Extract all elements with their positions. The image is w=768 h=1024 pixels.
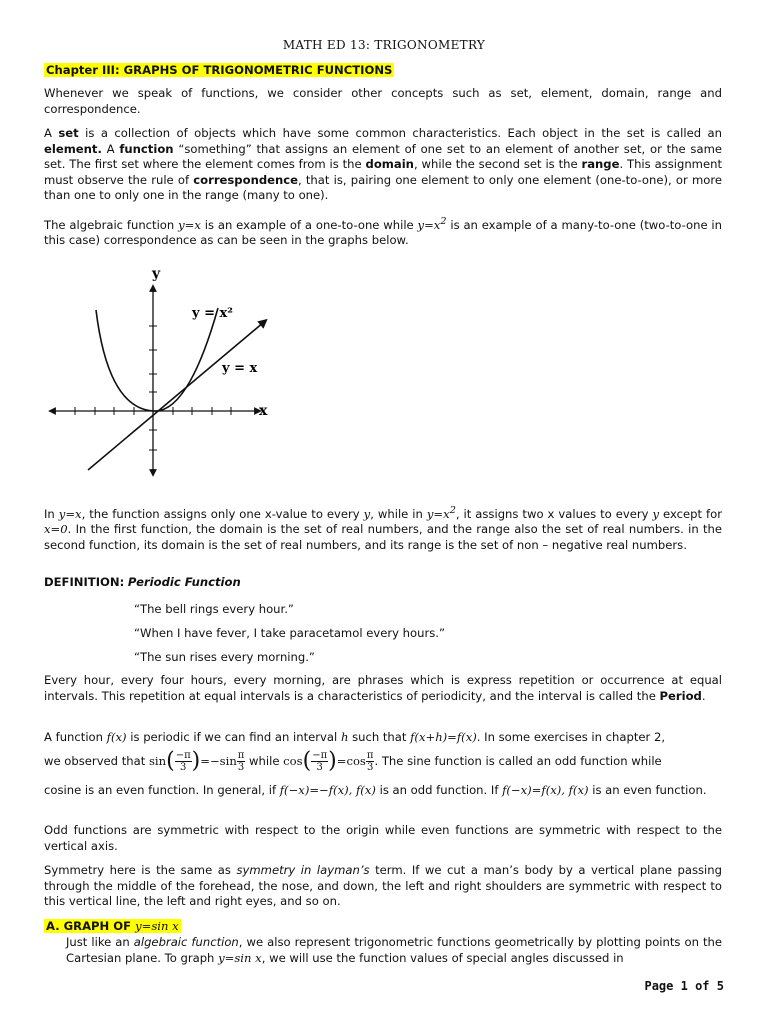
periodic-paragraph-6: Symmetry here is the same as symmetry in layman’s term. If we cut a man’s body by a vertical plane passing through the middle of the forehead, the nose, and down, the left and right shoulders are symmetric with respect to this vertical line, the left and right eyes, and so on. (44, 863, 722, 908)
page-number: Page 1 of 5 (644, 979, 724, 993)
section-a-paragraph: Just like an algebraic function, we also represent trigonometric functions geometrically by plotting points on the Cartesian plane. To graph y=sin x, we will use the function values of special angles discussed in (66, 935, 722, 965)
function-graph (48, 258, 298, 480)
section-a-heading: A. GRAPH OF y=sin x (46, 919, 179, 933)
x-axis-label: x (259, 403, 268, 419)
periodic-paragraph-4: cosine is an even function. In general, if f(−x)=−f(x), f(x) is an odd function. If f(−x)=f(x), f(x) is an even function. (44, 783, 707, 797)
periodic-paragraph-2: A function f(x) is periodic if we can find an interval h such that f(x+h)=f(x). In some exercises in chapter 2, (44, 730, 666, 744)
chapter-heading: Chapter III: GRAPHS OF TRIGONOMETRIC FUNCTIONS (46, 63, 393, 77)
line-label: y = x (222, 361, 258, 376)
definition-heading: DEFINITION: Periodic Function (44, 575, 241, 589)
intro-paragraph-2: A set is a collection of objects which have some common characteristics. Each object in the set is called an element. A function “something” that assigns an element of one set to an element of another set, or the same set. The first set where the element comes from is the domain, while the second set is the range. This assignment must observe the rule of correspondence, that is, pairing one element to only one element (one-to-one), or more than one to only one in the range (many to one). (44, 126, 722, 202)
identity-line (88, 322, 264, 470)
intro-paragraph-1: Whenever we speak of functions, we consider other concepts such as set, element, domain, range and correspondence. (44, 86, 722, 116)
quote-2: “When I have fever, I take paracetamol every hours.” (134, 626, 445, 640)
intro-paragraph-3: The algebraic function y=x is an example of a one-to-one while $y=x^2$ is an example of a many-to-one (two-to-one in this case) correspondence as can be seen in the graphs below. (44, 216, 722, 248)
parabola-label: y = x² (192, 306, 233, 321)
periodic-paragraph-5: Odd functions are symmetric with respect to the origin while even functions are symmetric with respect to the vertical axis. (44, 823, 722, 853)
periodic-paragraph-3: we observed that sin( $\frac{-\pi}{3}$ )=−sin $\frac{\pi}{3}$ while cos( $\frac{-\pi}{3}$ )=cos $\frac{\pi}{3}$ . The sine function is called an odd function while (44, 748, 662, 774)
periodic-paragraph-1: Every hour, every four hours, every morning, are phrases which is express repetition or occurrence at equal intervals. This repetition at equal intervals is a characteristics of periodicity, and the interval is called the Period. (44, 673, 722, 703)
y-axis-label: y (152, 266, 161, 282)
parabola-curve (96, 308, 218, 411)
quote-1: “The bell rings every hour.” (134, 602, 294, 616)
page-header: MATH ED 13: TRIGONOMETRY (282, 38, 486, 52)
quote-3: “The sun rises every morning.” (134, 650, 315, 664)
graph-explanation: In y=x, the function assigns only one x-value to every y, while in $y=x^2$, it assigns two x values to every y except for x=0. In the first function, the domain is the set of real numbers, and the range also the set of real numbers. in the second function, its domain is the set of real numbers, and its range is the set of non – negative real numbers. (44, 505, 722, 552)
